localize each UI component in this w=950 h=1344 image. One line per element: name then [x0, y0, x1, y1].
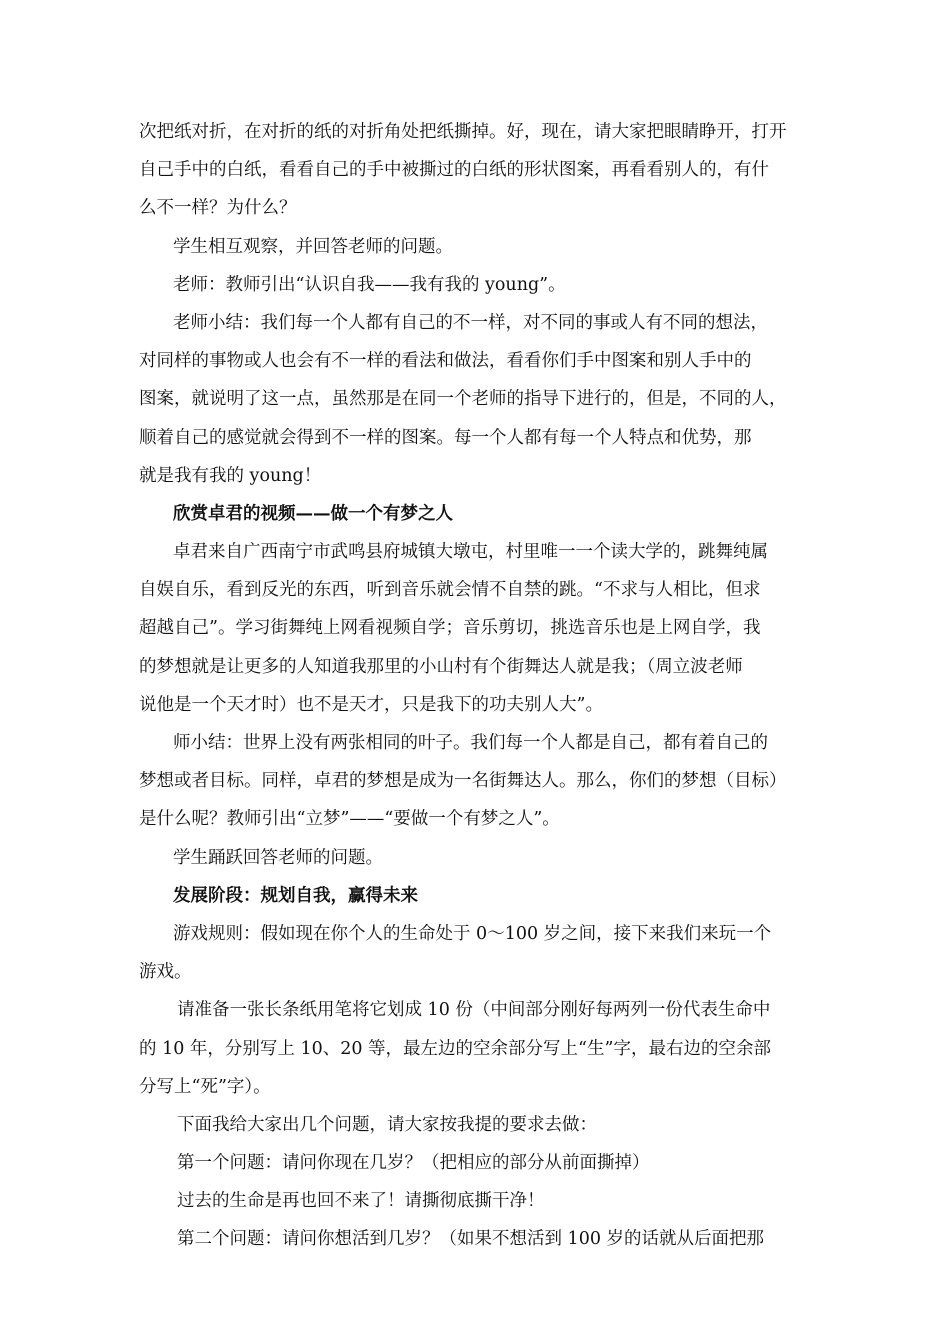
paragraph-line: 请准备一张长条纸用笔将它划成 10 份（中间部分刚好每两列一份代表生命中	[177, 1000, 771, 1021]
paragraph-line: 学生踊跃回答老师的问题。	[173, 847, 383, 868]
paragraph-line: 超越自己”。学习街舞纯上网看视频自学；音乐剪切，挑选音乐也是上网自学，我	[139, 618, 761, 639]
paragraph-line: 分写上“死”字）。	[139, 1076, 271, 1097]
document-body	[139, 113, 829, 1259]
paragraph-line: 过去的生命是再也回不来了！请撕彻底撕干净！	[177, 1191, 545, 1212]
paragraph-line: 图案，就说明了这一点，虽然那是在同一个老师的指导下进行的，但是，不同的人，	[139, 389, 787, 410]
paragraph-line: 第一个问题：请问你现在几岁？（把相应的部分从前面撕掉）	[177, 1153, 650, 1174]
paragraph-line: 梦想或者目标。同样，卓君的梦想是成为一名街舞达人。那么，你们的梦想（目标）	[139, 771, 787, 792]
paragraph-line: 第二个问题：请问你想活到几岁？（如果不想活到 100 岁的话就从后面把那	[177, 1229, 765, 1250]
paragraph-line: 下面我给大家出几个问题，请大家按我提的要求去做：	[177, 1114, 597, 1135]
paragraph-line: 就是我有我的 young！	[139, 465, 322, 486]
paragraph-line: 老师：教师引出“认识自我——我有我的 young”。	[173, 274, 566, 295]
paragraph-line: 的 10 年，分别写上 10、20 等，最左边的空余部分写上“生”字，最右边的空余部	[139, 1038, 771, 1059]
paragraph-line: 说他是一个天才时）也不是天才，只是我下的功夫别人大”。	[139, 694, 603, 715]
section-heading: 欣赏卓君的视频——做一个有梦之人	[173, 503, 453, 524]
paragraph-line: 次把纸对折，在对折的纸的对折角处把纸撕掉。好，现在，请大家把眼睛睁开，打开	[139, 122, 787, 142]
paragraph-line: 顺着自己的感觉就会得到不一样的图案。每一个人都有每一个人特点和优势，那	[139, 427, 752, 448]
paragraph-line: 卓君来自广西南宁市武鸣县府城镇大墩屯，村里唯一一个读大学的，跳舞纯属	[173, 542, 768, 563]
paragraph-line: 自娱自乐，看到反光的东西，听到音乐就会情不自禁的跳。“不求与人相比，但求	[139, 580, 761, 601]
section-heading: 发展阶段：规划自我，赢得未来	[173, 885, 418, 906]
paragraph-line: 是什么呢？教师引出“立梦”——“要做一个有梦之人”。	[139, 809, 560, 830]
paragraph-line: 对同样的事物或人也会有不一样的看法和做法，看看你们手中图案和别人手中的	[139, 351, 752, 372]
paragraph-line: 自己手中的白纸，看看自己的手中被撕过的白纸的形状图案，再看看别人的，有什	[139, 160, 769, 181]
paragraph-line: 么不一样？为什么？	[139, 198, 297, 219]
paragraph-line: 游戏。	[139, 962, 192, 983]
paragraph-line: 老师小结：我们每一个人都有自己的不一样，对不同的事或人有不同的想法，	[173, 312, 768, 333]
paragraph-line: 游戏规则：假如现在你个人的生命处于 0～100 岁之间，接下来我们来玩一个	[173, 923, 772, 944]
paragraph-line: 的梦想就是让更多的人知道我那里的小山村有个街舞达人就是我；（周立波老师	[139, 656, 743, 677]
paragraph-line: 师小结：世界上没有两张相同的叶子。我们每一个人都是自己，都有着自己的	[173, 733, 768, 753]
paragraph-line: 学生相互观察，并回答老师的问题。	[173, 236, 453, 257]
